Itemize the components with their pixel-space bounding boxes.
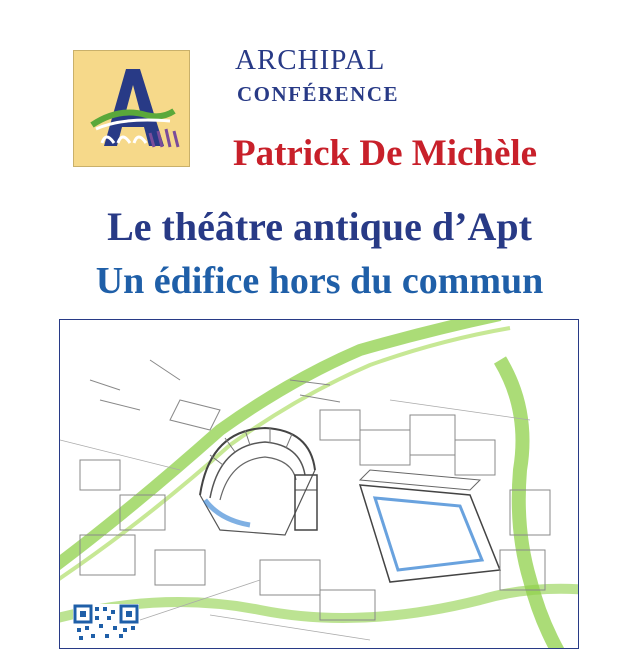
organization-name: ARCHIPAL [235, 44, 386, 76]
talk-subtitle: Un édifice hors du commun [95, 260, 544, 302]
archipal-logo [73, 50, 190, 167]
qr-code [73, 604, 139, 640]
talk-title: Le théâtre antique d’Apt [107, 204, 532, 249]
event-type: CONFÉRENCE [237, 82, 400, 106]
theatre-sketch-illustration [59, 319, 579, 649]
speaker-name: Patrick De Michèle [233, 133, 538, 174]
